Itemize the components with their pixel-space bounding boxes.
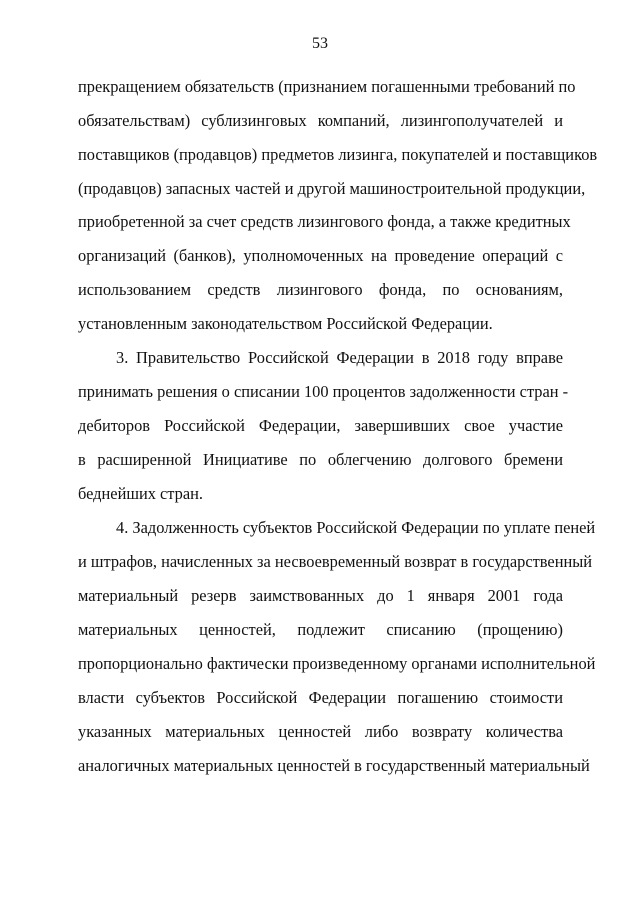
text-line: власти субъектов Российской Федерации погашению стоимости	[78, 688, 563, 707]
text-line: указанных материальных ценностей либо возврату количества	[78, 722, 563, 741]
text-line: обязательствам) сублизинговых компаний, лизингополучателей и	[78, 111, 563, 130]
text-line: принимать решения о списании 100 процентов задолженности стран -	[78, 382, 569, 401]
text-line: материальных ценностей, подлежит списанию (прощению)	[78, 620, 563, 639]
text-line: установленным законодательством Российской Федерации.	[78, 314, 493, 333]
text-line: пропорционально фактически произведенному органами исполнительной	[78, 654, 596, 673]
text-line: беднейших стран.	[78, 484, 204, 503]
text-line: приобретенной за счет средств лизингового фонда, а также кредитных	[78, 212, 571, 231]
page-number: 53	[312, 35, 328, 52]
paragraph-3-first-line: 3. Правительство Российской Федерации в 2018 году вправе	[116, 348, 563, 367]
text-line: (продавцов) запасных частей и другой машиностроительной продукции,	[78, 179, 586, 198]
text-line: в расширенной Инициативе по облегчению долгового бремени	[78, 450, 563, 469]
text-line: материальный резерв заимствованных до 1 января 2001 года	[78, 586, 563, 605]
text-line: использованием средств лизингового фонда, по основаниям,	[78, 280, 563, 299]
text-line: аналогичных материальных ценностей в государственный материальный	[78, 756, 590, 775]
paragraph-4-first-line: 4. Задолженность субъектов Российской Федерации по уплате пеней	[116, 518, 596, 537]
text-line: поставщиков (продавцов) предметов лизинга, покупателей и поставщиков	[78, 145, 598, 164]
text-line: и штрафов, начисленных за несвоевременный возврат в государственный	[78, 552, 593, 571]
text-line: дебиторов Российской Федерации, завершивших свое участие	[78, 416, 563, 435]
text-line: прекращением обязательств (признанием погашенными требований по	[78, 77, 576, 96]
text-line: организаций (банков), уполномоченных на проведение операций с	[78, 246, 563, 265]
